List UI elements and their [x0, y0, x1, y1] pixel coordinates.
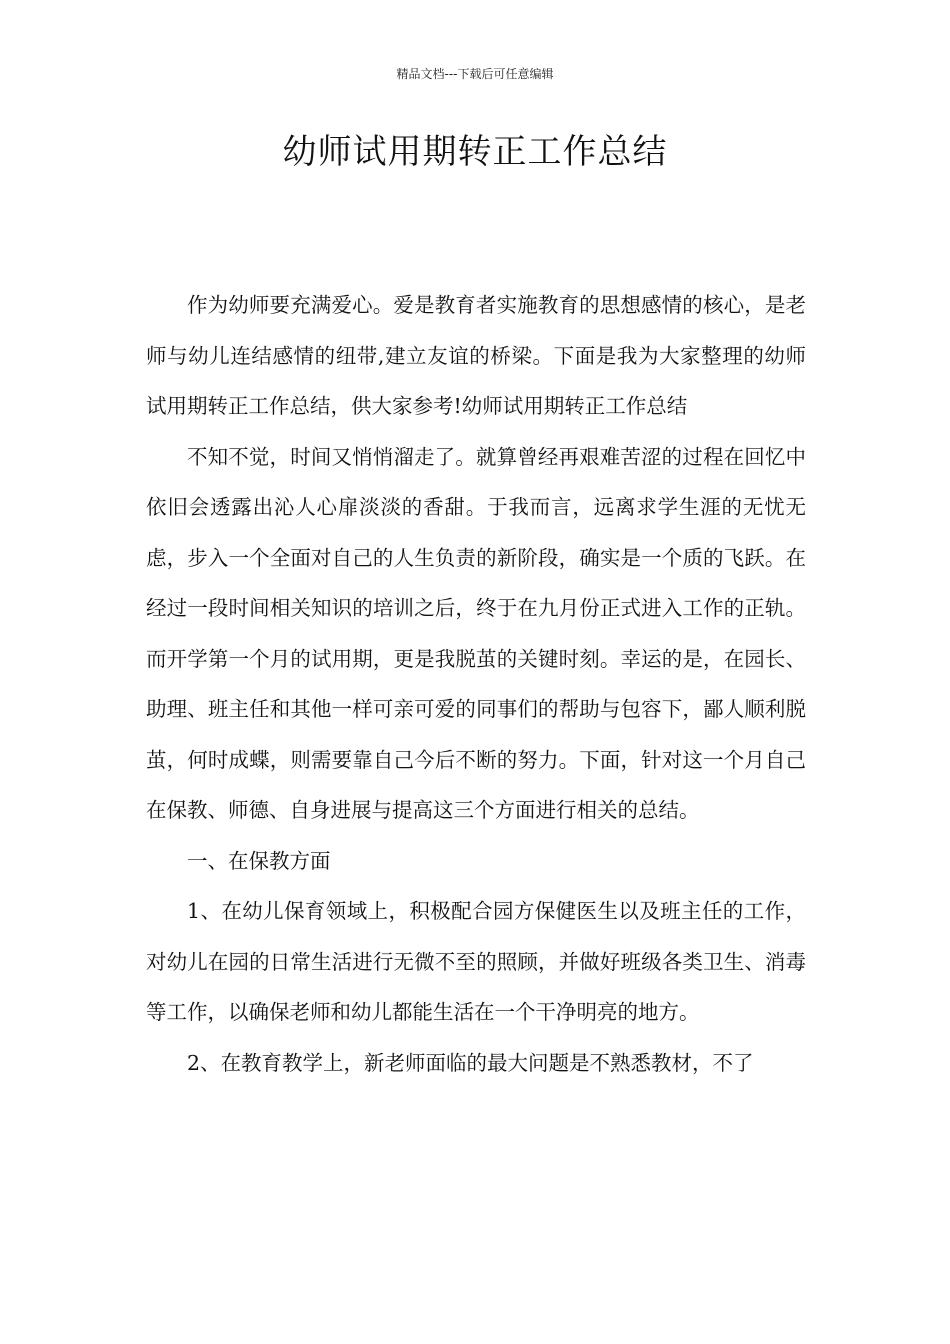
section-heading: 一、在保教方面	[187, 848, 331, 873]
document-title: 幼师试用期转正工作总结	[282, 132, 668, 172]
header-note: 精品文档---下载后可任意编辑	[396, 67, 554, 81]
paragraph: 1、在幼儿保育领域上，积极配合园方保健医生以及班主任的工作，对幼儿在园的日常生活进行无微不至的照顾，并做好班级各类卫生、消毒等工作，以确保老师和幼儿都能生活在一个干净明亮的地方。	[146, 899, 806, 1024]
paragraph: 作为幼师要充满爱心。爱是教育者实施教育的思想感情的核心，是老师与幼儿连结感情的纽带,建立友谊的桥梁。下面是我为大家整理的幼师试用期转正工作总结，供大家参考!幼师试用期转正工作总结	[146, 293, 806, 418]
paragraph: 不知不觉，时间又悄悄溜走了。就算曾经再艰难苦涩的过程在回忆中依旧会透露出沁人心扉淡淡的香甜。于我而言，远离求学生涯的无忧无虑，步入一个全面对自己的人生负责的新阶段，确实是一个质的飞跃。在经过一段时间相关知识的培训之后，终于在九月份正式进入工作的正轨。而开学第一个月的试用期，更是我脱茧的关键时刻。幸运的是，在园长、助理、班主任和其他一样可亲可爱的同事们的帮助与包容下，鄙人顺利脱茧，何时成蝶，则需要靠自己今后不断的努力。下面，针对这一个月自己在保教、师德、自身进展与提高这三个方面进行相关的总结。	[146, 444, 806, 822]
paragraph: 2、在教育教学上，新老师面临的最大问题是不熟悉教材，不了	[187, 1050, 754, 1075]
document-body	[146, 280, 806, 1088]
